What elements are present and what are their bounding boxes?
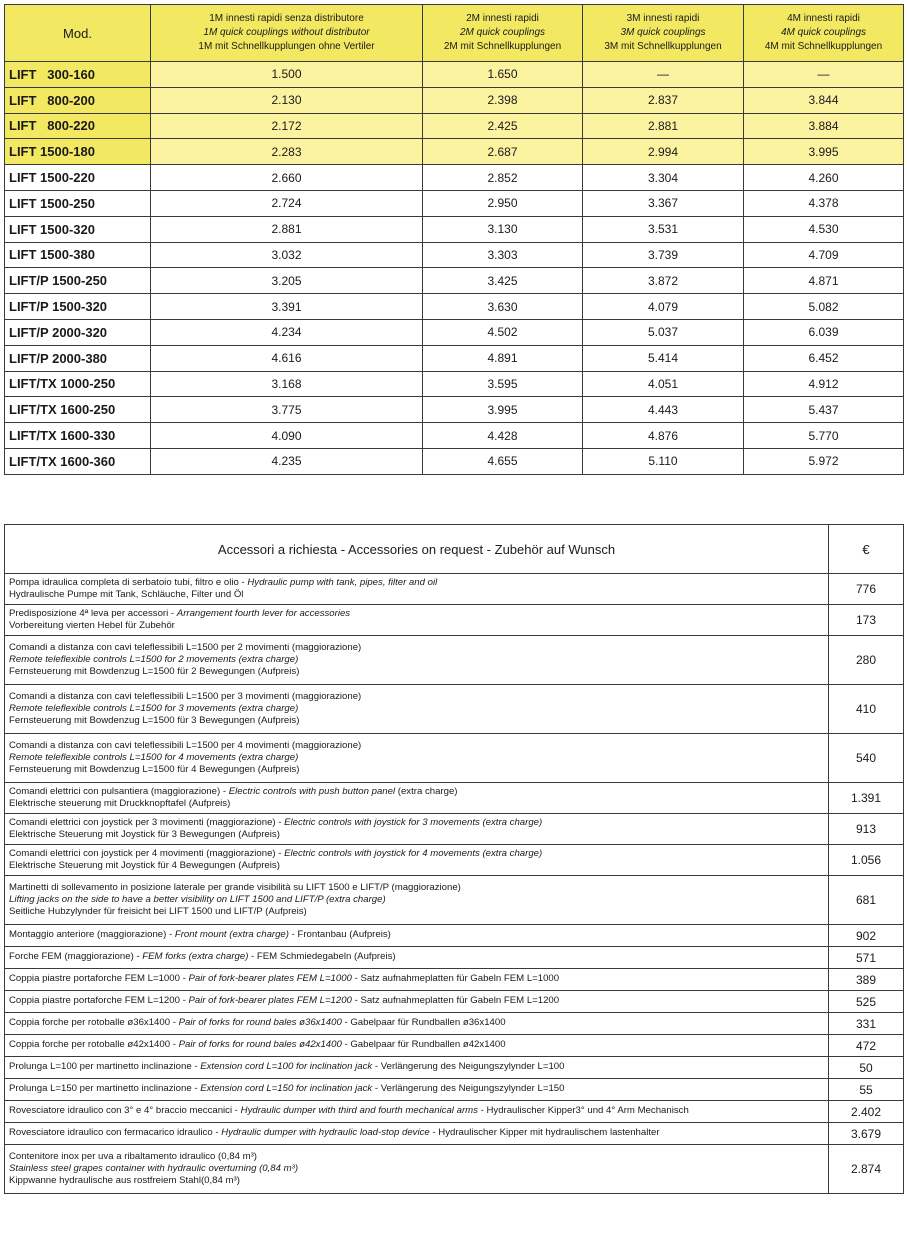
description-it: Contenitore inox per uva a ribaltamento idraulico (0,84 m³) [9,1150,257,1162]
accessory-row [5,1101,904,1123]
accessory-price: 681 [829,876,904,925]
price-cell: 6.039 [744,319,904,345]
model-name: LIFT/P 2000-380 [5,345,151,371]
accessory-row [5,1123,904,1145]
price-cell: 3.130 [423,216,583,242]
price-cell: 4.235 [151,448,423,474]
description-en-suffix: (extra charge) [397,785,458,797]
accessory-description [5,845,829,876]
accessory-price: 50 [829,1057,904,1079]
column-header-4m [744,5,904,62]
accessory-description [5,636,829,685]
price-cell: 2.130 [151,87,423,113]
description-en: Pair of forks for round bales ø36x1400 [178,1017,342,1029]
description-it: Comandi elettrici con pulsantiera (maggiorazione) [9,785,221,797]
price-cell: 4.616 [151,345,423,371]
description-line: Pompa idraulica completa di serbatoio tubi, filtro e olio - Hydraulic pump with tank, pipes, filter and oil [9,576,438,588]
accessory-price: 525 [829,991,904,1013]
accessory-row [5,605,904,636]
description-en: Pair of fork-bearer plates FEM L=1200 [188,995,352,1007]
description-de: Gabelpaar für Rundballen ø36x1400 [350,1017,506,1029]
description-it: Comandi a distanza con cavi teleflessibili L=1500 per 3 movimenti (maggiorazione) [9,690,362,702]
model-name: LIFT/TX 1600-250 [5,397,151,423]
accessory-row [5,783,904,814]
header-label-en: 1M quick couplings without distributor [203,27,370,38]
accessory-row [5,1035,904,1057]
price-cell: 5.414 [583,345,744,371]
price-cell: 2.881 [583,113,744,139]
price-cell: 5.770 [744,423,904,449]
price-cell: 3.205 [151,268,423,294]
price-cell: 1.650 [423,62,583,88]
header-label-en: 4M quick couplings [780,27,867,38]
table-row [5,216,904,242]
price-cell: 3.303 [423,242,583,268]
column-header-1m [151,5,423,62]
accessory-row [5,574,904,605]
accessory-description: Prolunga L=150 per martinetto inclinazione - Extension cord L=150 for inclination jack - Verlängerung des Neigungszylynder L=150 [5,1079,829,1101]
description-en: Pair of fork-bearer plates FEM L=1000 [188,973,352,985]
accessory-price: 902 [829,925,904,947]
header-label-it: 3M innesti rapidi [626,13,700,24]
price-cell: 4.260 [744,165,904,191]
description-en: FEM forks (extra charge) [142,951,249,963]
price-cell: — [583,62,744,88]
description-de: Satz aufnahmeplatten für Gabeln FEM L=1000 [360,973,560,985]
description-de: Verlängerung des Neigungszylynder L=100 [380,1061,565,1073]
header-label-it: 1M innesti rapidi senza distributore [209,13,364,24]
accessories-body [5,574,904,1194]
price-cell: 3.872 [583,268,744,294]
header-label-it: 2M innesti rapidi [466,13,539,24]
accessory-row [5,991,904,1013]
accessories-table [4,524,904,1194]
accessory-price: 3.679 [829,1123,904,1145]
description-it: Predisposizione 4ª leva per accessori [9,607,169,619]
model-name: LIFT 1500-220 [5,165,151,191]
header-label-de: 3M mit Schnellkupplungen [604,41,722,52]
accessory-row [5,969,904,991]
price-cell: 4.502 [423,319,583,345]
description-it: Coppia piastre portaforche FEM L=1000 [9,973,180,985]
model-name: LIFT 300-160 [5,62,151,88]
description-en: Arrangement fourth lever for accessories [176,607,351,619]
accessory-price: 571 [829,947,904,969]
price-cell: 2.425 [423,113,583,139]
price-cell: 2.724 [151,190,423,216]
description-line: Predisposizione 4ª leva per accessori - Arrangement fourth lever for accessories [9,607,351,619]
price-cell: 2.852 [423,165,583,191]
price-cell: 4.655 [423,448,583,474]
table-row [5,397,904,423]
model-name: LIFT 1500-320 [5,216,151,242]
description-de: Seitliche Hubzylynder für freisicht bei LIFT 1500 und LIFT/P (Aufpreis) [9,906,307,918]
price-cell: 4.090 [151,423,423,449]
accessory-row [5,876,904,925]
table-row [5,345,904,371]
description-it: Coppia forche per rotoballe ø42x1400 [9,1039,171,1051]
price-cell: 3.304 [583,165,744,191]
table-row [5,62,904,88]
header-label-en: 3M quick couplings [620,27,706,38]
price-cell: 4.051 [583,371,744,397]
model-name: LIFT/TX 1600-330 [5,423,151,449]
model-name: LIFT 1500-180 [5,139,151,165]
description-de: Satz aufnahmeplatten für Gabeln FEM L=1200 [360,995,560,1007]
accessory-row [5,1013,904,1035]
table-row [5,87,904,113]
description-en: Extension cord L=100 for inclination jack [200,1061,373,1073]
accessory-price: 1.056 [829,845,904,876]
price-cell: 4.234 [151,319,423,345]
model-name: LIFT 800-220 [5,113,151,139]
price-table-body [5,62,904,475]
price-cell: 1.500 [151,62,423,88]
accessory-price: 1.391 [829,783,904,814]
description-de: Gabelpaar für Rundballen ø42x1400 [350,1039,506,1051]
description-it: Coppia piastre portaforche FEM L=1200 [9,995,180,1007]
accessory-price: 331 [829,1013,904,1035]
price-cell: 4.709 [744,242,904,268]
table-row [5,139,904,165]
price-cell: 3.032 [151,242,423,268]
accessory-row [5,845,904,876]
accessory-row [5,1057,904,1079]
description-de: Elektrische Steuerung mit Joystick für 3 Bewegungen (Aufpreis) [9,829,280,840]
price-cell: 4.891 [423,345,583,371]
description-en: Hydraulic dumper with hydraulic load-stop device [221,1127,430,1139]
price-cell: 3.595 [423,371,583,397]
price-cell: 5.972 [744,448,904,474]
description-it: Comandi elettrici con joystick per 4 movimenti (maggiorazione) [9,847,276,859]
table-row [5,423,904,449]
price-cell: 2.660 [151,165,423,191]
accessory-description [5,783,829,814]
price-cell: 5.110 [583,448,744,474]
header-label-it: 4M innesti rapidi [787,13,860,24]
model-name: LIFT 1500-250 [5,190,151,216]
price-cell: 4.876 [583,423,744,449]
column-header-3m [583,5,744,62]
description-de: FEM Schmiedegabeln (Aufpreis) [256,951,396,963]
description-en: Pair of forks for round bales ø42x1400 [178,1039,342,1051]
price-cell: 4.530 [744,216,904,242]
description-de: Hydraulische Pumpe mit Tank, Schläuche, Filter und Öl [9,589,244,600]
description-en: Electric controls with joystick for 3 movements (extra charge) [284,816,543,828]
table-row [5,319,904,345]
price-cell: 4.079 [583,294,744,320]
price-cell: 3.531 [583,216,744,242]
price-cell: 2.881 [151,216,423,242]
accessory-row [5,734,904,783]
accessory-row [5,947,904,969]
description-en: Remote teleflexible controls L=1500 for 4 movements (extra charge) [9,751,299,763]
accessory-description: Coppia piastre portaforche FEM L=1000 - Pair of fork-bearer plates FEM L=1000 - Satz aufnahmeplatten für Gabeln FEM L=1000 [5,969,829,991]
accessory-description [5,685,829,734]
price-cell: 2.398 [423,87,583,113]
description-en: Stainless steel grapes container with hydraulic overturning (0,84 m³) [9,1162,299,1174]
model-name: LIFT/P 1500-320 [5,294,151,320]
price-cell: 2.283 [151,139,423,165]
description-en: Remote teleflexible controls L=1500 for 2 movements (extra charge) [9,653,299,665]
price-cell: 4.378 [744,190,904,216]
description-de: Hydraulischer Kipper3° und 4° Arm Mechanisch [486,1105,689,1117]
accessory-description: Coppia forche per rotoballe ø36x1400 - Pair of forks for round bales ø36x1400 - Gabelpaar für Rundballen ø36x1400 [5,1013,829,1035]
price-cell: 3.775 [151,397,423,423]
price-cell: 5.082 [744,294,904,320]
description-en: Electric controls with joystick for 4 movements (extra charge) [284,847,543,859]
header-label-de: 2M mit Schnellkupplungen [443,41,562,52]
model-name: LIFT/P 2000-320 [5,319,151,345]
accessory-row [5,814,904,845]
description-it: Pompa idraulica completa di serbatoio tubi, filtro e olio [9,576,239,588]
accessory-description: Rovesciatore idraulico con fermacarico idraulico - Hydraulic dumper with hydraulic load-stop device - Hydraulischer Kipper mit hydraulischem lastenhalter [5,1123,829,1145]
description-it: Rovesciatore idraulico con fermacarico idraulico [9,1127,213,1139]
description-de: Elektrische Steuerung mit Joystick für 4 Bewegungen (Aufpreis) [9,860,280,871]
model-name: LIFT 800-200 [5,87,151,113]
price-cell: 3.844 [744,87,904,113]
accessory-description: Rovesciatore idraulico con 3° e 4° braccio meccanici - Hydraulic dumper with third and fourth mechanical arms - Hydraulischer Kipper3° und 4° Arm Mechanisch [5,1101,829,1123]
accessory-price: 2.874 [829,1145,904,1194]
accessory-description [5,814,829,845]
price-cell: 2.837 [583,87,744,113]
accessory-description [5,1145,829,1194]
accessory-price: 2.402 [829,1101,904,1123]
description-line: Comandi elettrici con pulsantiera (maggiorazione) - Electric controls with push button panel (extra charge) [9,785,458,797]
table-row [5,294,904,320]
price-cell: 5.437 [744,397,904,423]
description-en: Lifting jacks on the side to have a better visibility on LIFT 1500 and LIFT/P (extra charge) [9,893,386,905]
description-it: Prolunga L=100 per martinetto inclinazione [9,1061,192,1073]
currency-header: € [829,525,904,574]
price-cell: 4.871 [744,268,904,294]
table-row [5,165,904,191]
description-en: Remote teleflexible controls L=1500 for 3 movements (extra charge) [9,702,299,714]
accessory-row [5,925,904,947]
price-cell: 3.739 [583,242,744,268]
accessory-description: Prolunga L=100 per martinetto inclinazione - Extension cord L=100 for inclination jack - Verlängerung des Neigungszylynder L=100 [5,1057,829,1079]
accessory-description: Montaggio anteriore (maggiorazione) - Front mount (extra charge) - Frontanbau (Aufpreis) [5,925,829,947]
column-header-2m [423,5,583,62]
table-row [5,448,904,474]
price-table-header [5,5,904,62]
header-label-de: 1M mit Schnellkupplungen ohne Vertiler [198,41,375,52]
price-cell: 2.687 [423,139,583,165]
description-de: Fernsteuerung mit Bowdenzug L=1500 für 3 Bewegungen (Aufpreis) [9,715,300,727]
header-label-de: 4M mit Schnellkupplungen [764,41,883,52]
table-row [5,113,904,139]
description-it: Comandi a distanza con cavi teleflessibili L=1500 per 4 movimenti (maggiorazione) [9,739,362,751]
price-cell: 3.884 [744,113,904,139]
price-cell: 4.443 [583,397,744,423]
description-de: Frontanbau (Aufpreis) [297,929,391,941]
price-table [4,4,904,475]
description-en: Hydraulic pump with tank, pipes, filter and oil [247,576,438,588]
price-cell: 2.994 [583,139,744,165]
accessory-row [5,636,904,685]
model-name: LIFT/P 1500-250 [5,268,151,294]
description-line: Comandi elettrici con joystick per 3 movimenti (maggiorazione) - Electric controls with joystick for 3 movements (extra charge) [9,816,543,828]
accessory-description [5,605,829,636]
accessory-description: Coppia forche per rotoballe ø42x1400 - Pair of forks for round bales ø42x1400 - Gabelpaar für Rundballen ø42x1400 [5,1035,829,1057]
description-it: Coppia forche per rotoballe ø36x1400 [9,1017,171,1029]
model-name: LIFT/TX 1000-250 [5,371,151,397]
accessory-row [5,1145,904,1194]
model-column-header: Mod. [5,5,151,62]
price-cell: 6.452 [744,345,904,371]
accessory-price: 280 [829,636,904,685]
model-name: LIFT 1500-380 [5,242,151,268]
accessory-price: 389 [829,969,904,991]
accessory-price: 173 [829,605,904,636]
description-en: Hydraulic dumper with third and fourth mechanical arms [240,1105,478,1117]
accessories-header [5,525,904,574]
description-de: Fernsteuerung mit Bowdenzug L=1500 für 4 Bewegungen (Aufpreis) [9,764,300,776]
accessory-description [5,734,829,783]
price-cell: 3.391 [151,294,423,320]
price-cell: 3.367 [583,190,744,216]
description-it: Comandi elettrici con joystick per 3 movimenti (maggiorazione) [9,816,276,828]
description-it: Martinetti di sollevamento in posizione laterale per grande visibilità su LIFT 1500 e LIFT/P (maggiorazione) [9,881,461,893]
table-row [5,190,904,216]
accessory-row [5,685,904,734]
price-cell: 3.425 [423,268,583,294]
accessory-price: 540 [829,734,904,783]
accessory-price: 410 [829,685,904,734]
description-de: Elektrische steuerung mit Druckknopftafel (Aufpreis) [9,798,231,809]
price-cell: 4.428 [423,423,583,449]
accessory-price: 776 [829,574,904,605]
price-cell: — [744,62,904,88]
accessory-description [5,574,829,605]
model-name: LIFT/TX 1600-360 [5,448,151,474]
accessory-price: 472 [829,1035,904,1057]
description-de: Hydraulischer Kipper mit hydraulischem lastenhalter [438,1127,660,1139]
accessory-description: Forche FEM (maggiorazione) - FEM forks (extra charge) - FEM Schmiedegabeln (Aufpreis) [5,947,829,969]
description-de: Fernsteuerung mit Bowdenzug L=1500 für 2 Bewegungen (Aufpreis) [9,666,300,678]
price-cell: 3.995 [423,397,583,423]
price-cell: 3.168 [151,371,423,397]
description-de: Verlängerung des Neigungszylynder L=150 [380,1083,565,1095]
accessory-price: 913 [829,814,904,845]
description-it: Prolunga L=150 per martinetto inclinazione [9,1083,192,1095]
description-it: Rovesciatore idraulico con 3° e 4° braccio meccanici [9,1105,233,1117]
price-cell: 4.912 [744,371,904,397]
description-line: Comandi elettrici con joystick per 4 movimenti (maggiorazione) - Electric controls with joystick for 4 movements (extra charge) [9,847,543,859]
description-it: Comandi a distanza con cavi teleflessibili L=1500 per 2 movimenti (maggiorazione) [9,641,362,653]
description-en: Front mount (extra charge) [174,929,289,941]
accessory-price: 55 [829,1079,904,1101]
table-row [5,371,904,397]
table-row [5,242,904,268]
header-label-en: 2M quick couplings [459,27,546,38]
accessory-description [5,876,829,925]
price-cell: 3.630 [423,294,583,320]
accessories-title: Accessori a richiesta - Accessories on request - Zubehör auf Wunsch [5,525,829,574]
price-cell: 2.950 [423,190,583,216]
description-en: Extension cord L=150 for inclination jack [200,1083,373,1095]
description-de: Vorbereitung vierten Hebel für Zubehör [9,620,175,631]
description-de: Kippwanne hydraulische aus rostfreiem Stahl(0,84 m³) [9,1175,240,1187]
price-cell: 2.172 [151,113,423,139]
price-cell: 5.037 [583,319,744,345]
accessory-description: Coppia piastre portaforche FEM L=1200 - Pair of fork-bearer plates FEM L=1200 - Satz aufnahmeplatten für Gabeln FEM L=1200 [5,991,829,1013]
description-it: Forche FEM (maggiorazione) [9,951,134,963]
accessory-row [5,1079,904,1101]
description-it: Montaggio anteriore (maggiorazione) [9,929,167,941]
table-row [5,268,904,294]
description-en: Electric controls with push button panel [228,785,396,797]
price-cell: 3.995 [744,139,904,165]
